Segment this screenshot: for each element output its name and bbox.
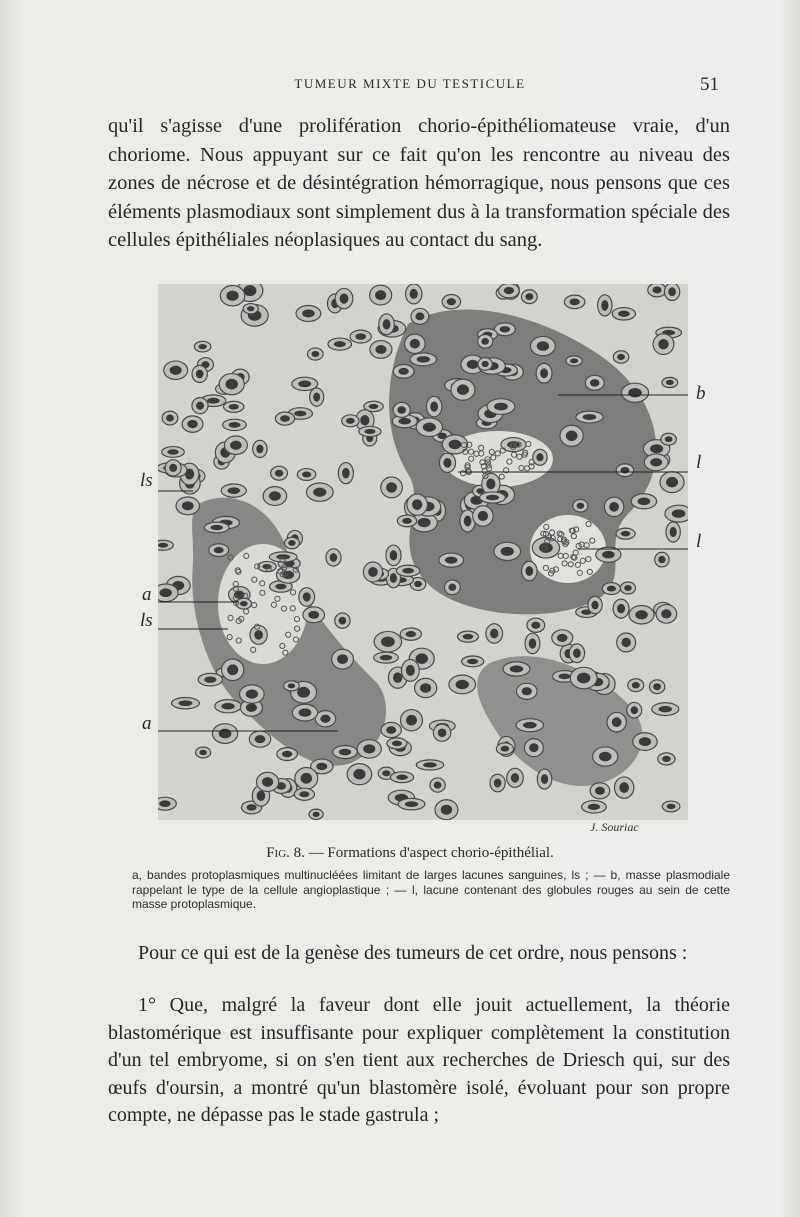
cell-nucleus — [398, 368, 408, 375]
cell-nucleus — [375, 345, 386, 354]
cell-nucleus — [346, 418, 355, 424]
cell-nucleus — [381, 637, 395, 647]
cell-nucleus — [211, 525, 223, 530]
cell-nucleus — [303, 592, 311, 601]
cell-nucleus — [486, 495, 499, 501]
cell-nucleus — [445, 557, 457, 564]
cell-nucleus — [313, 393, 320, 402]
cell-nucleus — [247, 804, 257, 810]
cell-nucleus — [214, 547, 224, 553]
cell-nucleus — [334, 341, 346, 347]
cell-nucleus — [167, 449, 178, 454]
cell-nucleus — [631, 706, 638, 714]
cell-nucleus — [227, 487, 240, 494]
cell-nucleus — [396, 775, 408, 780]
cell-nucleus — [207, 398, 220, 404]
cell-nucleus — [464, 516, 472, 527]
cell-nucleus — [257, 791, 266, 801]
body-paragraph-3: 1° Que, malgré la faveur dont elle jouit actuellement, la théorie blastomérique est insuffisante pour expliquer complètement la constitution d'un tel embryome, si on s'en tient aux recherches de Driesch qui, sur des œufs d'oursin, a montré qu'un blastomère isolé, évoluant pour son propre compte, ne dépasse pas le stade gastrula ; — [108, 994, 730, 1126]
cell-nucleus — [275, 470, 283, 477]
cell-nucleus — [386, 482, 397, 492]
cell-nucleus — [302, 472, 311, 478]
cell-nucleus — [443, 458, 451, 468]
cell-nucleus — [282, 751, 292, 757]
cell-nucleus — [199, 750, 207, 755]
cell-nucleus — [632, 682, 640, 688]
cell-nucleus — [602, 551, 615, 559]
cell-nucleus — [448, 584, 456, 591]
cell-nucleus — [624, 585, 632, 591]
cell-nucleus — [246, 703, 257, 712]
cell-nucleus — [500, 326, 510, 332]
cell-nucleus — [650, 458, 662, 466]
cell-nucleus — [299, 708, 312, 716]
cell-nucleus — [653, 683, 661, 690]
cell-nucleus — [652, 287, 661, 294]
cell-nucleus — [246, 689, 258, 698]
cell-nucleus — [247, 306, 255, 311]
cell-nucleus — [182, 501, 194, 510]
cell-nucleus — [363, 744, 375, 753]
cell-nucleus — [229, 422, 241, 428]
cell-nucleus — [539, 543, 553, 553]
cell-nucleus — [375, 290, 386, 300]
cell-nucleus — [438, 728, 447, 737]
cell-nucleus — [525, 293, 533, 300]
cell-nucleus — [667, 804, 676, 809]
cell-nucleus — [393, 672, 402, 683]
cell-nucleus — [313, 812, 320, 817]
illustrator-signature: J. Souriac — [590, 820, 639, 834]
cell-nucleus — [463, 634, 473, 640]
cell-nucleus — [406, 631, 417, 637]
cell-nucleus — [187, 420, 197, 428]
cell-nucleus — [254, 630, 263, 639]
cell-nucleus — [612, 717, 622, 727]
cell-nucleus — [607, 586, 616, 592]
cell-nucleus — [423, 762, 437, 767]
cell-nucleus — [617, 604, 625, 614]
histology-illustration — [158, 284, 688, 820]
cell-nucleus — [569, 299, 579, 306]
cell-nucleus — [490, 629, 498, 639]
cell-nucleus — [299, 791, 309, 797]
cell-nucleus — [243, 285, 256, 296]
cell-nucleus — [340, 294, 349, 304]
cell-nucleus — [414, 581, 422, 587]
cell-nucleus — [418, 518, 431, 527]
cell-nucleus — [449, 440, 462, 450]
cell-nucleus — [276, 554, 290, 559]
cell-nucleus — [219, 729, 232, 739]
cell-nucleus — [288, 683, 296, 688]
cell-nucleus — [170, 366, 182, 375]
cell-nucleus — [537, 341, 549, 351]
cell-nucleus — [382, 770, 390, 776]
cell-nucleus — [447, 298, 456, 305]
cell-nucleus — [383, 319, 391, 330]
cell-nucleus — [666, 380, 674, 385]
cell-nucleus — [397, 406, 406, 414]
running-title: TUMEUR MIXTE DU TESTICULE — [294, 76, 526, 91]
cell-nucleus — [566, 431, 578, 442]
cell-nucleus — [666, 477, 678, 487]
cell-nucleus — [412, 499, 422, 510]
cell-nucleus — [659, 706, 673, 712]
cell-nucleus — [178, 700, 192, 706]
cell-nucleus — [169, 464, 177, 472]
cell-nucleus — [301, 773, 312, 784]
histology-figure — [158, 284, 688, 820]
cell-nucleus — [522, 687, 532, 695]
cell-nucleus — [196, 370, 204, 379]
cell-nucleus — [262, 777, 273, 787]
caption-title-text: Formations d'aspect chorio-épithélial. — [327, 845, 554, 861]
cell-nucleus — [269, 491, 281, 500]
cell-nucleus — [198, 344, 206, 349]
cell-nucleus — [529, 743, 538, 752]
cell-nucleus — [255, 735, 266, 743]
caption-dash: — — [304, 845, 328, 861]
cell-nucleus — [221, 703, 234, 710]
label-ls-top: ls — [140, 470, 153, 491]
cell-nucleus — [591, 601, 598, 610]
cell-nucleus — [423, 423, 436, 432]
cell-nucleus — [227, 664, 238, 675]
cell-nucleus — [297, 687, 310, 698]
cell-nucleus — [590, 379, 599, 387]
cell-nucleus — [577, 673, 590, 684]
cell-nucleus — [504, 287, 514, 294]
cell-nucleus — [364, 429, 375, 434]
cell-nucleus — [621, 531, 631, 537]
cell-nucleus — [204, 676, 216, 682]
label-l-mid: l — [696, 531, 702, 552]
cell-nucleus — [621, 638, 631, 647]
cell-nucleus — [313, 488, 326, 497]
figure-number: Fig. 8. — [266, 845, 305, 861]
cell-nucleus — [225, 379, 238, 390]
cell-nucleus — [599, 752, 612, 762]
cell-nucleus — [406, 665, 415, 676]
cell-nucleus — [618, 311, 630, 317]
cell-nucleus — [390, 550, 398, 560]
cell-nucleus — [392, 741, 402, 747]
cell-nucleus — [159, 588, 171, 597]
cell-nucleus — [441, 805, 452, 815]
cell-nucleus — [302, 309, 314, 317]
cell-nucleus — [628, 388, 642, 398]
cell-nucleus — [661, 609, 671, 618]
body-paragraph-top: qu'il s'agisse d'une prolifération chorio-épithéliomateuse vraie, d'un choriome. Nous appuyant sur ce fait qu'on les rencontre au niveau des zones de nécrose et de désintégration hémorragique, nous pensons que ces éléments plasmodiaux sont simplement dus à la transformation spéciale des cellules épithéliales néoplasiques au contact du sang. — [108, 115, 730, 251]
cell-nucleus — [577, 503, 585, 509]
cell-nucleus — [434, 782, 442, 789]
cell-nucleus — [308, 611, 319, 619]
cell-nucleus — [595, 787, 605, 795]
cell-nucleus — [416, 653, 429, 663]
cell-nucleus — [410, 289, 418, 299]
cell-nucleus — [617, 354, 625, 360]
cell-nucleus — [559, 673, 571, 679]
cell-nucleus — [523, 722, 537, 728]
cell-nucleus — [288, 540, 295, 546]
label-a-bottom: a — [142, 713, 152, 734]
cell-nucleus — [298, 381, 311, 388]
cell-nucleus — [196, 402, 204, 410]
cell-nucleus — [399, 418, 411, 425]
cell-nucleus — [415, 312, 424, 320]
cell-nucleus — [525, 566, 533, 576]
cell-nucleus — [353, 769, 365, 780]
cell-nucleus — [380, 655, 392, 661]
cell-nucleus — [159, 800, 170, 806]
cell-nucleus — [482, 361, 489, 367]
cell-nucleus — [494, 779, 502, 788]
cell-nucleus — [405, 801, 418, 807]
cell-nucleus — [662, 756, 671, 762]
cell-nucleus — [339, 749, 351, 756]
cell-nucleus — [330, 553, 338, 562]
cell-nucleus — [486, 479, 495, 490]
cell-nucleus — [369, 404, 379, 409]
label-a-mid: a — [142, 584, 152, 605]
cell-nucleus — [294, 411, 306, 417]
cell-nucleus — [360, 415, 369, 426]
label-ls-mid: ls — [140, 610, 153, 631]
cell-nucleus — [658, 556, 665, 563]
cell-nucleus — [226, 291, 238, 301]
cell-nucleus — [406, 715, 417, 726]
cell-nucleus — [478, 511, 488, 521]
cell-nucleus — [410, 339, 420, 349]
cell-nucleus — [229, 404, 239, 410]
cell-nucleus — [467, 659, 478, 664]
cell-nucleus — [635, 610, 648, 619]
cell-nucleus — [619, 782, 629, 793]
cell-nucleus — [501, 547, 514, 556]
label-b: b — [696, 383, 706, 404]
cell-nucleus — [311, 351, 319, 357]
cell-nucleus — [390, 573, 397, 583]
figure-caption-body: a, bandes protoplasmiques multinucléées limitant de larges lacunes sanguines, ls ; — b, masse plasmodiale rappelant le type de la cellule angioplastique ; — l, lacune contenant des globules rouges au sein de cette masse protoplasmique. — [132, 868, 730, 911]
cell-nucleus — [536, 453, 543, 461]
cell-nucleus — [650, 444, 663, 453]
cell-nucleus — [531, 622, 540, 629]
cell-nucleus — [557, 634, 567, 642]
cell-nucleus — [609, 502, 619, 512]
cell-nucleus — [457, 384, 469, 395]
cell-nucleus — [417, 356, 430, 362]
cell-nucleus — [230, 441, 241, 450]
cell-nucleus — [402, 568, 414, 574]
cell-nucleus — [510, 665, 523, 672]
cell-nucleus — [481, 338, 489, 345]
cell-nucleus — [583, 414, 597, 420]
cell-nucleus — [337, 654, 348, 664]
cell-nucleus — [430, 401, 438, 411]
page-number: 51 — [700, 74, 719, 95]
body-paragraph-2: Pour ce qui est de la genèse des tumeurs de cet ordre, nous pensons : — [138, 942, 688, 964]
cell-nucleus — [320, 715, 330, 723]
cell-nucleus — [672, 509, 686, 517]
label-l-top: l — [696, 452, 702, 473]
cell-nucleus — [637, 498, 650, 506]
cell-nucleus — [456, 680, 469, 689]
cell-nucleus — [316, 763, 327, 770]
cell-nucleus — [355, 333, 366, 339]
cell-nucleus — [280, 415, 290, 422]
cell-nucleus — [402, 518, 412, 524]
cell-nucleus — [240, 601, 248, 606]
cell-nucleus — [570, 358, 578, 363]
cell-nucleus — [658, 339, 668, 349]
cell-nucleus — [601, 300, 608, 311]
cell-nucleus — [670, 527, 677, 537]
cell-nucleus — [668, 287, 676, 296]
cell-nucleus — [494, 403, 508, 411]
cell-nucleus — [166, 415, 174, 422]
cell-nucleus — [256, 445, 263, 454]
cell-nucleus — [342, 468, 350, 479]
cell-nucleus — [386, 726, 396, 734]
cell-nucleus — [158, 543, 168, 548]
cell-nucleus — [540, 368, 548, 378]
cell-nucleus — [511, 773, 519, 783]
cell-nucleus — [467, 360, 479, 369]
cell-nucleus — [501, 746, 510, 752]
cell-nucleus — [368, 567, 378, 577]
cell-nucleus — [588, 804, 600, 810]
cell-nucleus — [339, 617, 347, 625]
cell-nucleus — [529, 638, 536, 648]
cell-nucleus — [665, 436, 673, 442]
cell-nucleus — [275, 584, 286, 590]
cell-nucleus — [573, 649, 581, 658]
figure-caption-title — [110, 845, 710, 862]
cell-nucleus — [639, 737, 651, 746]
cell-nucleus — [541, 774, 548, 784]
cell-nucleus — [420, 683, 431, 693]
